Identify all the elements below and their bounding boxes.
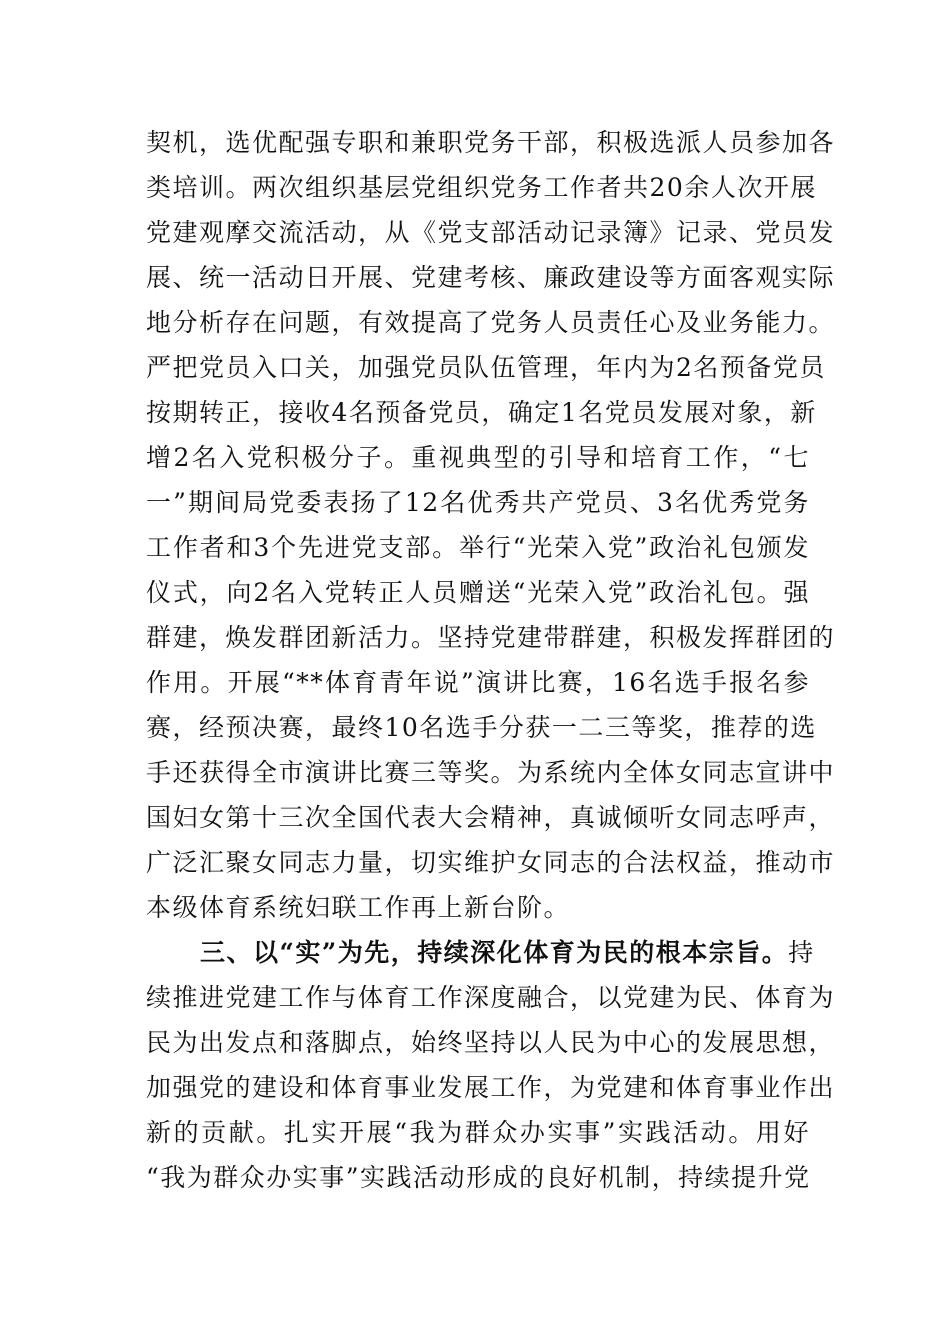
paragraph-line: 作用。开展“**体育青年说”演讲比赛，16名选手报名参 bbox=[146, 668, 810, 697]
section-3-heading: 三、以“实”为先，持续深化体育为民的根本宗旨。 bbox=[200, 938, 789, 967]
paragraph-line: 国妇女第十三次全国代表大会精神，真诚倾听女同志呼声， bbox=[146, 803, 836, 832]
paragraph-line: 党建观摩交流活动，从《党支部活动记录簿》记录、党员发 bbox=[146, 218, 836, 247]
paragraph-line: 本级体育系统妇联工作再上新台阶。 bbox=[146, 893, 571, 922]
paragraph-line: 契机，选优配强专职和兼职党务干部，积极选派人员参加各 bbox=[146, 128, 836, 157]
paragraph-line: 赛，经预决赛，最终10名选手分获一二三等奖，推荐的选 bbox=[146, 713, 817, 742]
paragraph-line: 增2名入党积极分子。重视典型的引导和培育工作，“七 bbox=[146, 443, 810, 472]
paragraph-line: 广泛汇聚女同志力量，切实维护女同志的合法权益，推动市 bbox=[146, 848, 836, 877]
paragraph-line: 民为出发点和落脚点，始终坚持以人民为中心的发展思想， bbox=[146, 1028, 836, 1057]
paragraph-line: 严把党员入口关，加强党员队伍管理，年内为2名预备党员 bbox=[146, 353, 826, 382]
paragraph-line: 新的贡献。扎实开展“我为群众办实事”实践活动。用好 bbox=[146, 1118, 810, 1147]
paragraph-line: 地分析存在问题，有效提高了党务人员责任心及业务能力。 bbox=[146, 308, 836, 337]
paragraph-line: 类培训。两次组织基层党组织党务工作者共20余人次开展 bbox=[146, 173, 817, 202]
paragraph-line: 续推进党建工作与体育工作深度融合，以党建为民、体育为 bbox=[146, 983, 836, 1012]
paragraph-line: 加强党的建设和体育事业发展工作，为党建和体育事业作出 bbox=[146, 1073, 836, 1102]
section-3-first-line bbox=[200, 930, 815, 975]
paragraph-line: “我为群众办实事”实践活动形成的良好机制，持续提升党 bbox=[146, 1163, 811, 1192]
paragraph-line: 手还获得全市演讲比赛三等奖。为系统内全体女同志宣讲中 bbox=[146, 758, 836, 787]
section-3-first-line-tail: 持 bbox=[788, 938, 815, 967]
paragraph-line: 一”期间局党委表扬了12名优秀共产党员、3名优秀党务 bbox=[146, 488, 810, 517]
paragraph-line: 工作者和3个先进党支部。举行“光荣入党”政治礼包颁发 bbox=[146, 533, 810, 562]
paragraph-line: 按期转正，接收4名预备党员，确定1名党员发展对象，新 bbox=[146, 398, 817, 427]
paragraph-line: 展、统一活动日开展、党建考核、廉政建设等方面客观实际 bbox=[146, 263, 836, 292]
paragraph-line: 仪式，向2名入党转正人员赠送“光荣入党”政治礼包。强 bbox=[146, 578, 810, 607]
paragraph-line: 群建，焕发群团新活力。坚持党建带群建，积极发挥群团的 bbox=[146, 623, 836, 652]
